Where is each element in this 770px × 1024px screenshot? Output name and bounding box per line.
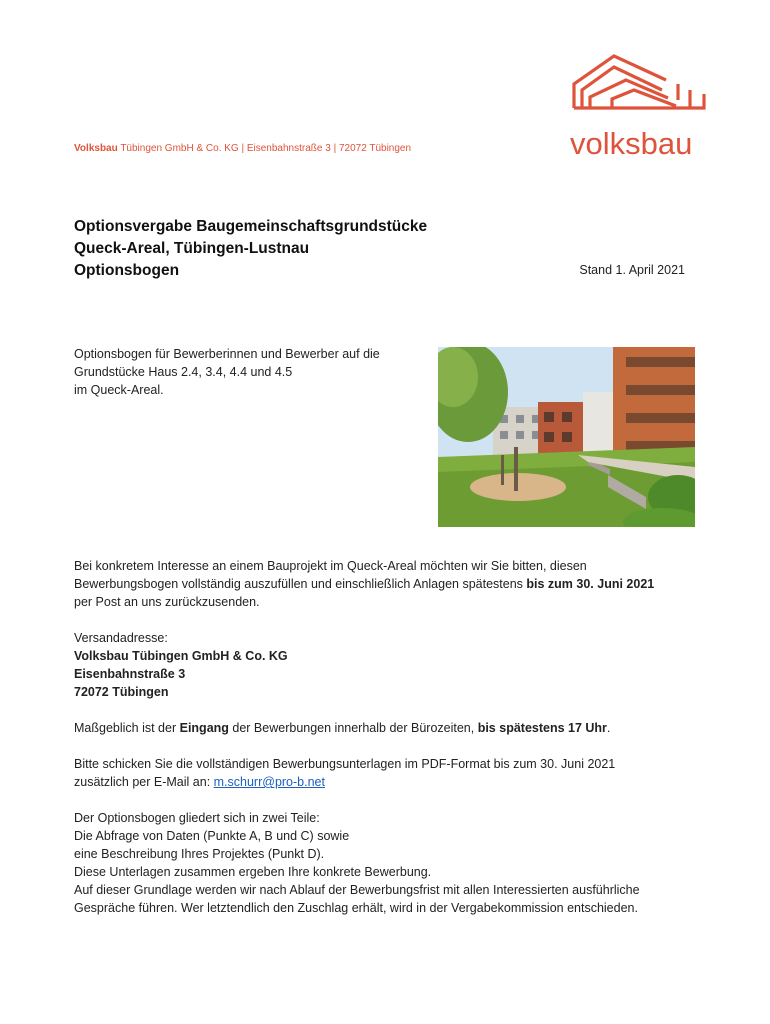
logo-wordmark: volksbau	[570, 126, 693, 161]
paragraph-structure	[74, 809, 704, 917]
paragraph-email-line-2: zusätzlich per E-Mail an:	[74, 775, 214, 789]
title-line-3: Optionsbogen	[74, 262, 180, 279]
paragraph-receipt-mid: der Bewerbungen innerhalb der Bürozeiten,	[228, 721, 478, 735]
email-link[interactable]: m.schurr@pro-b.net	[213, 775, 325, 789]
letterhead-company-name: Volksbau	[74, 143, 118, 154]
paragraph-email-line-1: Bitte schicken Sie die vollständigen Bewerbungsunterlagen im PDF-Format bis zum 30. Juni 2021	[74, 757, 616, 771]
letterhead-address	[74, 143, 411, 154]
paragraph-structure-line-6: Gespräche führen. Wer letztendlich den Zuschlag erhält, wird in der Vergabekommission entschieden.	[74, 901, 638, 915]
shipping-address-label: Versandadresse:	[74, 631, 168, 645]
deadline-date: bis zum 30. Juni 2021	[526, 577, 655, 591]
shipping-address-name: Volksbau Tübingen GmbH & Co. KG	[74, 649, 288, 663]
paragraph-interest-line-2: Bewerbungsbogen vollständig auszufüllen und einschließlich Anlagen spätestens	[74, 577, 527, 591]
building-outline-icon	[566, 50, 706, 162]
shipping-address	[74, 629, 704, 701]
paragraph-receipt-post: .	[606, 721, 611, 735]
paragraph-email	[74, 755, 704, 791]
paragraph-receipt-bold-eingang: Eingang	[179, 721, 229, 735]
title-line-1: Optionsvergabe Baugemeinschaftsgrundstücke	[74, 218, 428, 235]
body-text	[74, 557, 704, 917]
shipping-address-street: Eisenbahnstraße 3	[74, 667, 186, 681]
shipping-address-city: 72072 Tübingen	[74, 685, 169, 699]
paragraph-interest	[74, 557, 704, 611]
paragraph-structure-line-3: eine Beschreibung Ihres Projektes (Punkt D).	[74, 847, 325, 861]
volksbau-logo	[566, 50, 706, 162]
paragraph-interest-line-1: Bei konkretem Interesse an einem Bauprojekt im Queck-Areal möchten wir Sie bitten, diesen	[74, 559, 587, 573]
paragraph-structure-line-4: Diese Unterlagen zusammen ergeben Ihre konkrete Bewerbung.	[74, 865, 432, 879]
intro-line-2: Grundstücke Haus 2.4, 3.4, 4.4 und 4.5	[74, 365, 293, 379]
paragraph-structure-line-1: Der Optionsbogen gliedert sich in zwei Teile:	[74, 811, 320, 825]
title-line-2: Queck-Areal, Tübingen-Lustnau	[74, 240, 310, 257]
intro-text	[74, 345, 414, 399]
courtyard-photo	[438, 347, 695, 527]
paragraph-structure-line-5: Auf dieser Grundlage werden wir nach Ablauf der Bewerbungsfrist mit allen Interessierten ausführliche	[74, 883, 640, 897]
paragraph-structure-line-2: Die Abfrage von Daten (Punkte A, B und C) sowie	[74, 829, 350, 843]
paragraph-interest-line-3: per Post an uns zurückzusenden.	[74, 595, 260, 609]
intro-line-1: Optionsbogen für Bewerberinnen und Bewerber auf die	[74, 347, 380, 361]
intro-line-3: im Queck-Areal.	[74, 383, 164, 397]
letterhead-address-text: Tübingen GmbH & Co. KG | Eisenbahnstraße 3 | 72072 Tübingen	[117, 143, 412, 154]
document-title	[74, 216, 427, 282]
paragraph-receipt-bold-time: bis spätestens 17 Uhr	[477, 721, 607, 735]
document-date: Stand 1. April 2021	[579, 263, 685, 277]
paragraph-receipt-pre: Maßgeblich ist der	[74, 721, 180, 735]
paragraph-receipt	[74, 719, 704, 737]
